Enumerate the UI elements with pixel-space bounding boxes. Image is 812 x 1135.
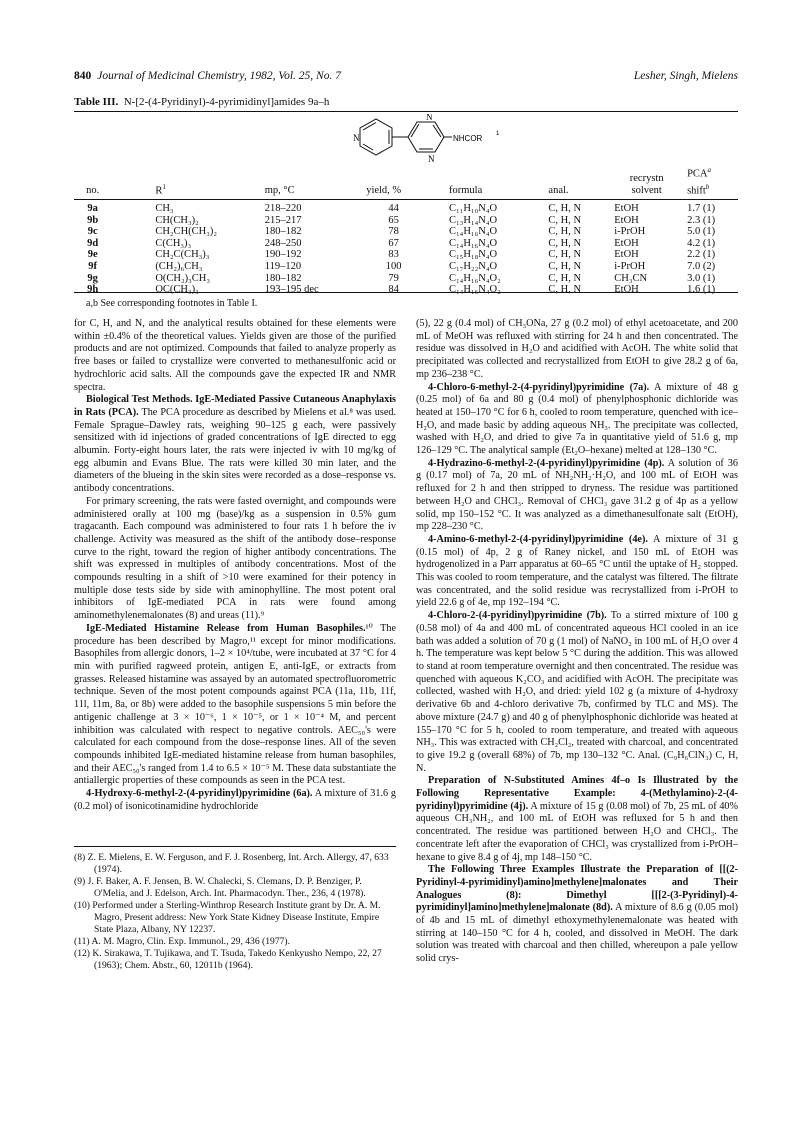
cell-mp: 119–120	[264, 260, 302, 272]
running-header	[74, 70, 738, 86]
cell-anal: C, H, N	[548, 249, 582, 261]
table-row	[74, 273, 738, 285]
col-no: no.	[86, 185, 100, 196]
paragraph	[416, 318, 738, 382]
col-anal: anal.	[548, 185, 569, 196]
paragraph-heading: 4-Amino-6-methyl-2-(4-pyridinyl)pyrimidine (4e).	[428, 533, 648, 545]
reference-item: (10) Performed under a Sterling-Winthrop Research Institute grant by Dr. A. M. Magro, Present address: New York State Kidney Disease Institute, Empire State Plaza, Albany, NY 12237.	[74, 900, 381, 935]
svg-text:N: N	[428, 154, 435, 164]
paragraph-heading: IgE-Mediated Histamine Release from Human Basophiles.	[86, 622, 366, 634]
table-label: Table III.	[74, 96, 119, 108]
paragraph-heading: Biological Test Methods. IgE-Mediated Passive Cutaneous Anaphylaxis in Rats (PCA).	[74, 394, 396, 418]
table-row	[74, 284, 738, 296]
paragraph	[416, 610, 738, 775]
paragraph-heading: Preparation of N-Substituted Amines 4f–o Is Illustrated by the Following Representative Example: 4-(Methylamino)-2-(4-pyridinyl)pyrimidine (4j).	[416, 775, 738, 812]
cell-yield: 79	[388, 272, 399, 284]
cell-r: OC(CH₃)₃	[155, 284, 199, 296]
cell-formula: C₁₇H₂₂N₄O	[449, 260, 498, 272]
cell-r: O(CH₂)₃CH₃	[155, 272, 211, 284]
col-mp: mp, °C	[264, 185, 295, 196]
paragraph	[416, 534, 738, 610]
paragraph-text: To a stirred mixture of 100 g (0.58 mol) of 4a and 400 mL of concentrated aqueous HCl cooled in an ice bath was added a solution of 70 g (1 mol) of NaNO₂ in 100 mL of H₂O over 4 h. The temperature was kept below 5 °C during the addition. This was allowed to stand at room temperature overnight and then concentrated. The residue was quenched with aqueous K₂CO₃ and acidified with AcOH. The precipitate was collected, washed with H₂O, and dried: yield 102 g (a mixture of 4-hydroxy derivative 6b and 4-chloro derivative 7b, confirmed by TLC and MS). The above mixture (24.7 g) and 40 g of phenylphosphonic dichloride was heated at 155–170 °C for 5 h, cooled to room temperature, and treated with aqueous NH₃. This was extracted with CH₂Cl₂, treated with charcoal, and concentrated to give 19.2 g (overall 68%) of 7b, mp 130–132 °C. Anal. (C₉H₆ClN₃) C, H, N.	[416, 610, 738, 774]
cell-formula: C₁₄H₁₆N₄O₂	[449, 272, 501, 284]
paragraph-text: (5), 22 g (0.4 mol) of CH₃ONa, 27 g (0.2 mol) of ethyl acetoacetate, and 200 mL of MeOH was refluxed with stirring for 24 h and then concentrated. The residue was dissolved in H₂O and acidified with AcOH. The white solid that precipitated was collected and recrystallized from EtOH to give 28.2 g of 6a, mp 236–238 °C.	[416, 318, 738, 380]
paragraph	[74, 788, 396, 813]
cell-no: 9e	[87, 249, 98, 261]
cell-no: 9f	[88, 260, 98, 272]
cell-yield: 84	[388, 284, 399, 296]
reference-item: (12) K. Sirakawa, T. Tujikawa, and T. Tsuda, Takedo Kenkyusho Nempo, 22, 27 (1963); Chem. Abstr., 60, 12011b (1964).	[74, 948, 382, 971]
cell-formula: C₁₄H₁₆N₄O	[449, 226, 498, 238]
table-row	[74, 226, 738, 238]
cell-solvent: CH₃CN	[614, 272, 648, 284]
references-rule	[74, 846, 396, 847]
reference-item: (11) A. M. Magro, Clin. Exp. Immunol., 29, 436 (1977).	[74, 936, 291, 947]
cell-yield: 67	[388, 237, 399, 249]
paragraph-text: A mixture of 48 g (0.25 mol) of 6a and 80 g (0.4 mol) of phenylphosphonic dichloride was heated at 150–170 °C for 6 h, cooled to room temperature, quenched with ice–H₂O, and made basic by adding aqueous NH₃. The precipitate was collected, washed with H₂O, and dried to give 7a in quantitative yield of 51.6 g, mp 126–129 °C. The analytical sample (Et₂O–hexane) melted at 128–130 °C.	[416, 381, 739, 457]
col-pca: PCA$^a$ shift$^b$	[687, 166, 712, 196]
table-row	[74, 261, 738, 273]
col-formula: formula	[449, 185, 483, 196]
cell-solvent: EtOH	[614, 203, 639, 214]
cell-formula: C₁₃H₁₄N₄O	[449, 214, 498, 226]
cell-solvent: i-PrOH	[614, 260, 646, 272]
cell-mp: 215–217	[264, 214, 302, 226]
cell-r: CH₂C(CH₃)₃	[155, 249, 210, 261]
table-top-rule	[74, 111, 738, 112]
cell-solvent: EtOH	[614, 284, 639, 296]
cell-r: CH(CH₃)₂	[155, 214, 199, 226]
page-number: 840	[74, 70, 92, 82]
cell-mp: 180–182	[264, 272, 302, 284]
cell-solvent: EtOH	[614, 214, 639, 226]
cell-mp: 218–220	[264, 203, 302, 214]
table-caption	[74, 96, 329, 108]
paragraph-text: A mixture of 15 g (0.08 mol) of 7b, 25 mL of 40% aqueous CH₃NH₂, and 100 mL of EtOH was refluxed for 5 h and then concentrated. The residue was partitioned between H₂O and CHCl₃. The concentrate left after the evaporation of CHCl₃ was crystallized from i-PrOH–hexane to give 8.4 g of 4j, mp 148–150 °C.	[416, 800, 738, 863]
paragraph-heading: 4-Hydroxy-6-methyl-2-(4-pyridinyl)pyrimidine (6a).	[86, 788, 313, 800]
cell-pca: 5.0 (1)	[687, 226, 716, 238]
cell-solvent: EtOH	[614, 249, 639, 261]
table-footnote: a,b See corresponding footnotes in Table I.	[86, 298, 258, 309]
cell-yield: 83	[388, 249, 399, 261]
table-header-row	[74, 164, 738, 197]
cell-pca: 2.3 (1)	[687, 214, 716, 226]
cell-yield: 100	[385, 260, 402, 272]
cell-anal: C, H, N	[548, 214, 582, 226]
cell-r: CH₃	[155, 203, 174, 214]
cell-pca: 2.2 (1)	[687, 249, 716, 261]
cell-mp: 248–250	[264, 237, 302, 249]
paragraph-heading: 4-Chloro-6-methyl-2-(4-pyridinyl)pyrimidine (7a).	[428, 381, 650, 393]
cell-mp: 190–192	[264, 249, 302, 261]
paragraph-heading: 4-Hydrazino-6-methyl-2-(4-pyridinyl)pyrimidine (4p).	[428, 457, 665, 469]
paragraph-text: For primary screening, the rats were fasted overnight, and compounds were administered orally at 100 mg (base)/kg as a suspension in 0.5% gum tragacanth. Each compound was administered to four rats 1 h before the iv challenge. Activity was measured as the shift of the antibody dose–response curve to the right, toward the region of higher antibody concentrations. The shift was expressed in multiples of antibody concentrations. Most of the compounds resulting in a shift of >10 were examined for their potency in multiple dose tests side by side with aminophylline. The most potent oral inhibitors of IgE-mediated PCA in rats were found among aminomethylenemalonates (8) and ureas (11).⁹	[74, 495, 396, 622]
svg-text:N: N	[426, 114, 433, 122]
cell-no: 9a	[87, 203, 98, 214]
paragraph	[416, 458, 738, 534]
cell-anal: C, H, N	[548, 203, 582, 214]
paragraph	[74, 318, 396, 394]
cell-no: 9b	[87, 214, 99, 226]
cell-anal: C, H, N	[548, 237, 582, 249]
paragraph-heading: 4-Chloro-2-(4-pyridinyl)pyrimidine (7b).	[428, 610, 607, 622]
substituent-label: NHCOR	[453, 134, 483, 143]
cell-r: C(CH₃)₃	[155, 237, 192, 249]
col-r: $R^1$	[155, 182, 166, 196]
cell-mp: 193–195 dec	[264, 284, 319, 296]
paragraph-text: A mixture of 8.6 g (0.05 mol) of 4b and 15 mL of dimethyl ethoxymethylenemalonate was heated with stirring at 140–150 °C for 4 h, cooled, and dissolved in MeOH. The dark solution was treated with charcoal and then chilled, whereupon a pale yellow solid crys-	[416, 902, 738, 965]
paragraph	[416, 775, 738, 864]
cell-formula: C₁₁H₁₀N₄O	[449, 203, 498, 214]
table-row	[74, 215, 738, 227]
table-row	[74, 238, 738, 250]
paragraph-text: The PCA procedure as described by Mielens et al.⁸ was used. Female Sprague–Dawley rats, weighing 90–125 g each, were passively sensitized with id injections of graded concentrations of IgE directed to egg albumin. Forty-eight hours later, the rats were injected iv with 10 mg/kg of egg albumin and Evans Blue. The rats were killed 30 min later, and the diameters of the blueing in the skin sites were recorded as a dose–response vs. antibody concentrations.	[74, 406, 397, 495]
paragraph-text: A mixture of 31 g (0.15 mol) of 4p, 2 g of Raney nickel, and 150 mL of EtOH was hydrogenolized in a Parr apparatus at 60–65 °C until the uptake of H₂ stopped. This was cooled to room temperature, and the catalyst was filtered. The filtrate was concentrated, and the solid residue was recrystallized from i-PrOH to yield 22.6 g of 4e, mp 192–194 °C.	[416, 533, 739, 609]
data-table	[74, 164, 738, 296]
paragraph	[74, 623, 396, 788]
authors: Lesher, Singh, Mielens	[633, 70, 738, 82]
svg-text:N: N	[353, 133, 360, 143]
paragraph	[74, 394, 396, 496]
cell-anal: C, H, N	[548, 260, 582, 272]
paragraph	[74, 496, 396, 623]
paragraph	[416, 382, 738, 458]
svg-text:1: 1	[496, 131, 500, 137]
paragraph-text: A solution of 36 g (0.17 mol) of 7a, 20 mL of NH₂NH₂·H₂O, and 100 mL of EtOH was refluxed for 2 h and then stripped to dryness. The residue was partitioned between H₂O and CHCl₃. Removal of CHCl₃ gave 31.2 g of 4p as a yellow solid, mp 150–152 °C. It was analyzed as a dimethanesulfonate salt (EtOH), mp 228–230 °C.	[416, 457, 738, 533]
col-yield: yield, %	[366, 185, 402, 196]
cell-no: 9h	[87, 284, 99, 296]
reference-item: (9) J. F. Baker, A. F. Jensen, B. W. Chalecki, S. Clemans, D. P. Benziger, P. O'Melia, and J. Edelson, Arch. Int. Pharmacodyn. Ther., 236, 4 (1978).	[74, 876, 366, 899]
cell-pca: 7.0 (2)	[687, 260, 716, 272]
reference-item: (8) Z. E. Mielens, E. W. Ferguson, and F. J. Rosenberg, Int. Arch. Allergy, 47, 633 (1974).	[74, 852, 389, 875]
cell-anal: C, H, N	[548, 284, 582, 296]
cell-solvent: i-PrOH	[614, 226, 646, 238]
cell-anal: C, H, N	[548, 272, 582, 284]
cell-solvent: EtOH	[614, 237, 639, 249]
cell-no: 9c	[87, 226, 98, 238]
paragraph-text: A mixture of 31.6 g (0.2 mol) of isonicotinamidine hydrochloride	[74, 788, 397, 812]
right-column	[416, 318, 738, 966]
col-solvent: recrystn solvent	[629, 173, 664, 196]
paragraph-text: for C, H, and N, and the analytical results obtained for these elements were within ±0.4% of the theoretical values. Yields given are those of the purified products and are not optimized. Compounds that failed to analyze properly as free bases or failed to crystallize were converted to methanesulfonic acid or hydrochloric acid salts. All the compounds gave the expected IR and NMR spectra.	[74, 318, 396, 393]
paragraph-heading: The Following Three Examples Illustrate the Preparation of [[(2-Pyridinyl-4-pyrimidinyl)amino]methylene]malonates and Their Analogues (8): Dimethyl [[[2-(3-Pyridinyl)-4-pyrimidinyl]amino]methylene]malonate (8d).	[416, 864, 738, 914]
table-row	[74, 203, 738, 215]
cell-r: (CH₂)₆CH₃	[155, 260, 203, 272]
cell-formula: C₁₅H₁₈N₄O	[449, 249, 498, 261]
cell-no: 9d	[87, 237, 99, 249]
cell-mp: 180–182	[264, 226, 302, 238]
table-row	[74, 249, 738, 261]
cell-pca: 1.7 (1)	[687, 203, 716, 214]
references	[74, 852, 396, 972]
table-title: N-[2-(4-Pyridinyl)-4-pyrimidinyl]amides 9a–h	[123, 96, 330, 108]
cell-formula: C₁₄H₁₆N₄O	[449, 237, 498, 249]
cell-anal: C, H, N	[548, 226, 582, 238]
cell-formula: C₁₄H₁₆N₄O₂	[449, 284, 501, 296]
cell-no: 9g	[87, 272, 98, 284]
cell-yield: 78	[388, 226, 399, 238]
left-column	[74, 318, 396, 813]
journal-citation: Journal of Medicinal Chemistry, 1982, Vol. 25, No. 7	[97, 70, 341, 82]
cell-r: CH₂CH(CH₃)₂	[155, 226, 218, 238]
paragraph	[416, 864, 738, 966]
cell-pca: 4.2 (1)	[687, 237, 716, 249]
cell-yield: 44	[388, 203, 399, 214]
cell-yield: 65	[388, 214, 399, 226]
cell-pca: 3.0 (1)	[687, 272, 716, 284]
cell-pca: 1.6 (1)	[687, 284, 716, 296]
paragraph-text: ¹⁰ The procedure has been described by Magro,¹¹ except for minor modifications. Basophiles from allergic donors, 1–2 × 10⁴/tube, were incubated at 37 °C for 4 min with purified ragweed protein, antigen E, anti-IgE, or extracts from grasses. Released histamine was assayed by an automated spectrofluorometric technique. Seven of the most potent compounds against PCA (11a, 11b, 11f, 11l, 11m, 8a, or 8b) were added to the basophile suspensions 5 min before the antigenic challenge at 3 × 10⁻⁶, 1 × 10⁻⁵, or 1 × 10⁻⁴ M, and percent inhibition was calculated with respect to negative controls. AEC₅₀'s were calculated for each compound from the dose–response lines. All of the seven compounds inhibited IgE-mediated histamine release from human basophiles, and their AEC₅₀'s ranged from 1.4 to 6.5 × 10⁻⁵ M. These data substantiate the antiallergic properties of these compounds as seen in the PCA test.	[74, 622, 396, 787]
table-bottom-rule	[74, 292, 738, 293]
